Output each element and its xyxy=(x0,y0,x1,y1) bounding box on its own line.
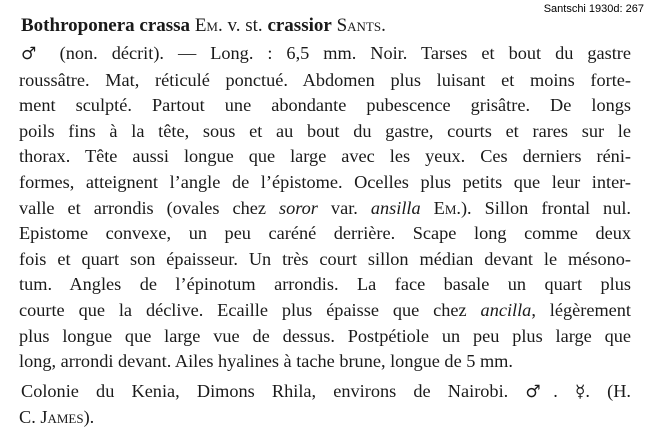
text-line: courte que la déclive. Ecaille plus épaisse que chez ancilla, légèrement xyxy=(19,299,631,320)
text-line: ment sculpté. Partout une abondante pubescence grisâtre. De longs xyxy=(19,95,631,116)
subspecies-name: crassior xyxy=(267,15,332,36)
text-line: formes, atteignent l’angle de l’épistome. Ocelles plus petits que leur inter- xyxy=(19,171,631,192)
male-symbol: ♂ xyxy=(21,44,46,64)
locality-paragraph xyxy=(19,379,631,431)
description-paragraph xyxy=(19,41,631,375)
text-line: valle et arrondis (ovales chez soror var. ansilla Em.). Sillon frontal nul. xyxy=(19,197,631,218)
text-line: fois et quart son épaisseur. Un très court sillon médian devant le mésono- xyxy=(19,248,631,269)
text-line: tum. Angles de l’épinotum arrondis. La face basale un quart plus xyxy=(19,274,631,295)
text-line: thorax. Tête aussi longue que large avec les yeux. Ces derniers réni- xyxy=(19,146,631,167)
text-line: Colonie du Kenia, Dimons Rhila, environs de Nairobi. ♂. ☿. (H. xyxy=(21,380,631,402)
text-line: long, arrondi devant. Ailes hyalines à tache brune, longue de 5 mm. xyxy=(19,351,513,372)
text-page xyxy=(19,11,631,431)
italic-name: soror xyxy=(278,197,318,218)
rank-abbrev: v. st. xyxy=(227,15,263,36)
text-line: plus longue que large vue de dessus. Postpétiole un peu plus large que xyxy=(19,325,631,346)
text-line: poils fins à la tête, sous et au bout du gastre, courts et rares sur le xyxy=(19,120,631,141)
worker-symbol: ☿ xyxy=(574,381,586,402)
text-line: C. James). xyxy=(19,407,95,428)
page-reference: Santschi 1930d: 267 xyxy=(543,3,644,15)
text-line: Epistome convexe, un peu caréné derrière. Scape long comme deux xyxy=(19,223,631,244)
author-abbrev: Em. xyxy=(433,197,461,218)
species-heading xyxy=(19,11,631,41)
text-line: ♂ (non. décrit). — Long. : 6,5 mm. Noir. Tarses et bout du gastre xyxy=(21,43,631,64)
species-name: Bothroponera crassa xyxy=(21,15,191,36)
author-2: Sants. xyxy=(336,15,386,36)
collector-name: James xyxy=(40,407,84,428)
male-symbol: ♂ xyxy=(525,381,554,402)
text-line: roussâtre. Mat, réticulé ponctué. Abdomen plus luisant et moins forte- xyxy=(19,69,631,90)
italic-name: ansilla xyxy=(370,197,421,218)
author-1: Em. xyxy=(194,15,223,36)
italic-name: ancilla xyxy=(480,299,532,320)
